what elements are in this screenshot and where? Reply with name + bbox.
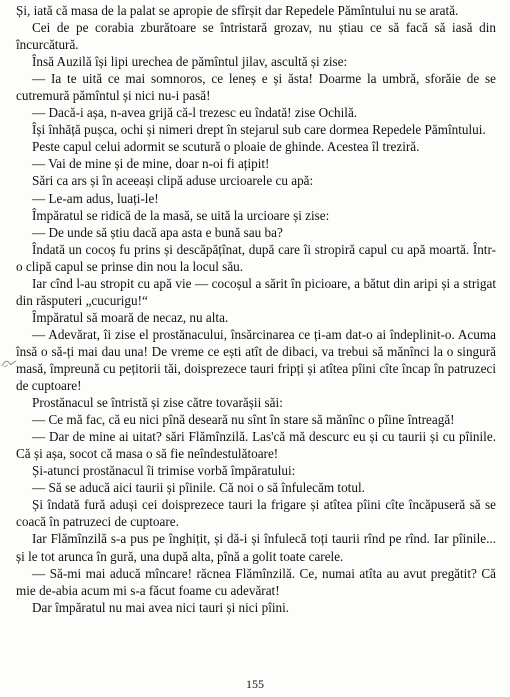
paragraph: Cei de pe corabia zburătoare se întristară grozav, nu știau ce să facă să iasă din încurcătură. <box>16 20 496 53</box>
paragraph: Iar cînd l-au stropit cu apă vie — cocoșul a sărit în picioare, a bătut din aripi și a strigat din răsputeri „cucurigu!“ <box>16 275 496 308</box>
page-body-text <box>16 2 496 616</box>
paragraph: — Dacă-i așa, n-avea grijă că-l trezesc eu îndată! zise Ochilă. <box>32 105 358 121</box>
paragraph: — Să se aducă aici taurii și pîinile. Că noi o să înfulecăm totul. <box>32 480 365 496</box>
paragraph: Împăratul se ridică de la masă, se uită la urcioare și zise: <box>32 207 330 223</box>
paragraph: Și, iată că masa de la palat se apropie de sfîrșit dar Repedele Pămîntului nu se arată. <box>16 3 459 18</box>
paragraph: — Dar de mine ai uitat? sări Flămînzilă. Las'că mă descurc eu și cu taurii și cu pîinile. Că și așa, socot că masa o să fie neîndestulătoare! <box>16 429 496 462</box>
paragraph: — Vai de mine și de mine, doar n-oi fi ațipit! <box>32 156 270 172</box>
paragraph: — Adevărat, îi zise el prostănacului, însărcinarea ce ți-am dat-o ai îndeplinit-o. Acuma însă o să-ți mai dau una! De vreme ce ești atît de dibaci, va trebui să mănînci la o singură masă, împreună cu pețitorii tăi, doisprezece tauri fripți și atîtea pîini cîte încap în patruzeci de cuptoare! <box>16 326 496 394</box>
paragraph: Însă Auzilă își lipi urechea de pămîntul jilav, ascultă și zise: <box>32 54 348 70</box>
paragraph: Peste capul celui adormit se scutură o ploaie de ghinde. Acestea îl treziră. <box>32 139 420 155</box>
paragraph: Iar Flămînzilă s-a pus pe înghițit, și dă-i și înfulecă toți taurii rînd pe rînd. Iar pîinile... și le tot arunca în gură, una după alta, pînă a golit toate carele. <box>16 531 496 564</box>
paragraph: Dar împăratul nu mai avea nici tauri și nici pîini. <box>32 599 290 615</box>
paragraph: Prostănacul se întristă și zise către tovarășii săi: <box>32 395 283 411</box>
paragraph: Împăratul să moară de necaz, nu alta. <box>32 309 229 325</box>
page-number: 155 <box>246 677 264 691</box>
paragraph: — Ce mă fac, că eu nici pînă deseară nu sînt în stare să mănînc o pîine întreagă! <box>32 412 455 428</box>
paragraph: Și-atunci prostănacul îi trimise vorbă împăratului: <box>32 463 296 479</box>
paragraph: — Să-mi mai aducă mîncare! răcnea Flămînzilă. Ce, numai atîta au avut pregătit? Că mie de-abia acum mi s-a făcut foame cu adevărat! <box>16 565 496 598</box>
paragraph: — De unde să știu dacă apa asta e bună sau ba? <box>32 224 283 240</box>
pencil-mark-icon <box>1 358 17 368</box>
paragraph: Și îndată fură aduși cei doisprezece tauri la frigare și atîtea pîini cîte încăpuseră să se coacă în patruzeci de cuptoare. <box>16 497 496 530</box>
paragraph: — Le-am adus, luați-le! <box>32 190 159 206</box>
paragraph: Îndată un cocoș fu prins și descăpățînat, după care îi stropiră capul cu apă moartă. Într-o clipă capul se prinse din nou la locul său. <box>16 241 496 274</box>
paragraph: Sări ca ars și în aceeași clipă aduse urcioarele cu apă: <box>32 173 314 189</box>
paragraph: — Ia te uită ce mai somnoros, ce leneș e și ăsta! Doarme la umbră, sforăie de se cutremură pămîntul și nici nu-i pasă! <box>16 71 496 104</box>
paragraph: Își înhăță pușca, ochi și nimeri drept în stejarul sub care dormea Repedele Pămîntului. <box>32 122 486 138</box>
